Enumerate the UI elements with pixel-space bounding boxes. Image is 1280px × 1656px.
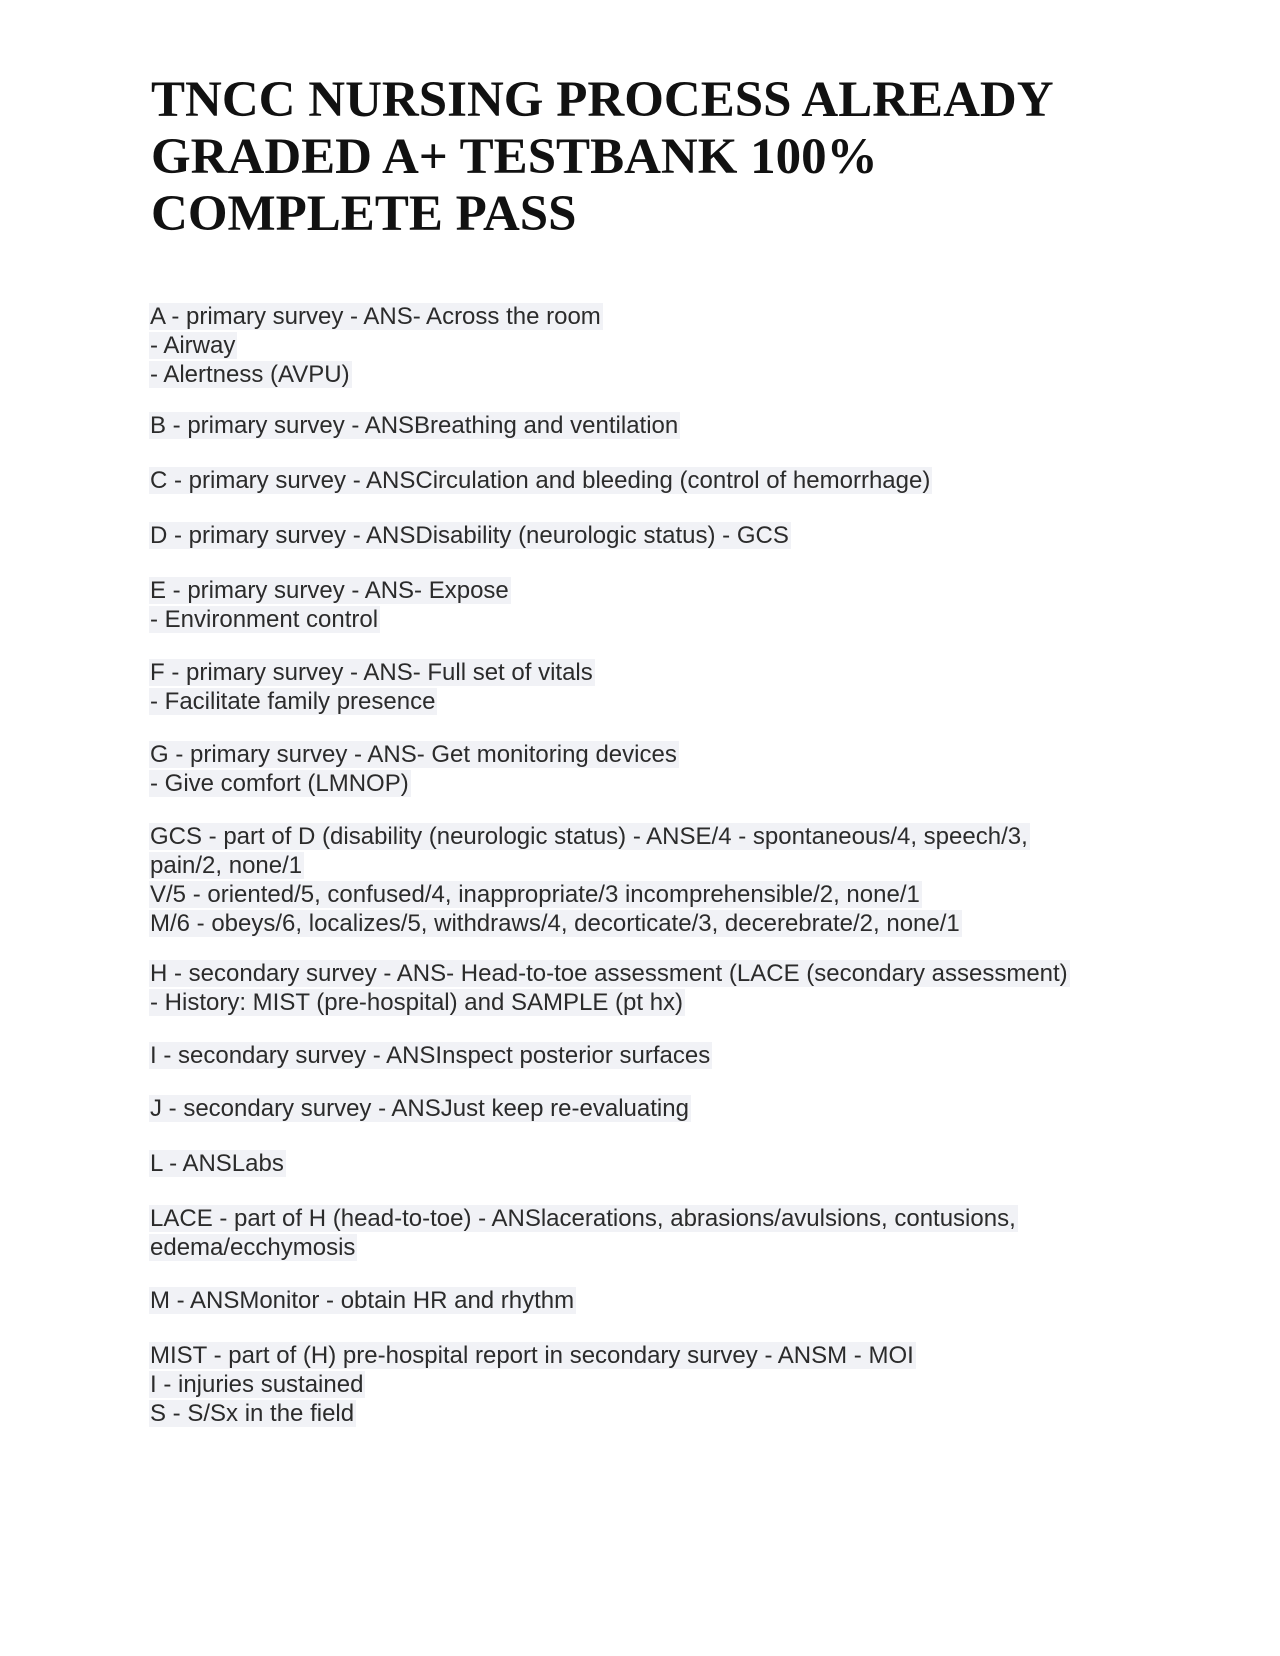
entry-line: edema/ecchymosis — [150, 1234, 356, 1261]
qa-entry-b — [149, 411, 680, 440]
entry-line: I - secondary survey - ANSInspect posterior surfaces — [150, 1042, 711, 1069]
document-title — [151, 72, 1151, 243]
entry-line: C - primary survey - ANSCirculation and bleeding (control of hemorrhage) — [150, 467, 931, 494]
entry-line: D - primary survey - ANSDisability (neurologic status) - GCS — [150, 522, 789, 549]
entry-line: H - secondary survey - ANS- Head-to-toe assessment (LACE (secondary assessment) — [150, 960, 1068, 987]
entry-line: G - primary survey - ANS- Get monitoring devices — [150, 741, 677, 768]
entry-line: - Alertness (AVPU) — [150, 361, 350, 388]
entry-line: L - ANSLabs — [150, 1150, 284, 1177]
qa-entry-i — [149, 1041, 712, 1070]
entry-line: B - primary survey - ANSBreathing and ventilation — [150, 412, 679, 439]
entry-line: V/5 - oriented/5, confused/4, inappropriate/3 incomprehensible/2, none/1 — [150, 881, 920, 908]
entry-line: A - primary survey - ANS- Across the room — [150, 303, 601, 330]
entry-line: - Airway — [150, 332, 236, 359]
entry-line: I - injuries sustained — [150, 1371, 364, 1398]
entry-line: - Give comfort (LMNOP) — [150, 770, 409, 797]
qa-entry-h — [149, 959, 1070, 1017]
title-line: COMPLETE PASS — [151, 186, 577, 242]
qa-entry-l — [149, 1149, 286, 1178]
entry-line: J - secondary survey - ANSJust keep re-evaluating — [150, 1095, 689, 1122]
entry-line: - History: MIST (pre-hospital) and SAMPLE (pt hx) — [150, 989, 684, 1016]
entry-line: pain/2, none/1 — [150, 852, 303, 879]
entry-line: LACE - part of H (head-to-toe) - ANSlacerations, abrasions/avulsions, contusions, — [150, 1205, 1016, 1232]
qa-entry-c — [149, 466, 932, 495]
qa-entry-m — [149, 1286, 576, 1315]
qa-entry-g — [149, 740, 679, 798]
entry-line: M/6 - obeys/6, localizes/5, withdraws/4, decorticate/3, decerebrate/2, none/1 — [150, 910, 960, 937]
entry-line: - Facilitate family presence — [150, 688, 436, 715]
entry-line: F - primary survey - ANS- Full set of vitals — [150, 659, 593, 686]
qa-entry-lace — [149, 1204, 1018, 1262]
qa-entry-j — [149, 1094, 691, 1123]
qa-entry-a — [149, 302, 603, 389]
entry-line: GCS - part of D (disability (neurologic status) - ANSE/4 - spontaneous/4, speech/3, — [150, 823, 1028, 850]
entry-line: E - primary survey - ANS- Expose — [150, 577, 509, 604]
qa-entry-f — [149, 658, 595, 716]
qa-entry-e — [149, 576, 511, 634]
entry-line: S - S/Sx in the field — [150, 1400, 355, 1427]
entry-line: M - ANSMonitor - obtain HR and rhythm — [150, 1287, 575, 1314]
entry-line: MIST - part of (H) pre-hospital report in secondary survey - ANSM - MOI — [150, 1342, 914, 1369]
entry-line: - Environment control — [150, 606, 379, 633]
qa-entry-gcs — [149, 822, 1030, 938]
qa-entry-d — [149, 521, 791, 550]
title-line: GRADED A+ TESTBANK 100% — [151, 129, 878, 185]
title-line: TNCC NURSING PROCESS ALREADY — [151, 72, 1054, 128]
qa-entry-mist — [149, 1341, 916, 1428]
